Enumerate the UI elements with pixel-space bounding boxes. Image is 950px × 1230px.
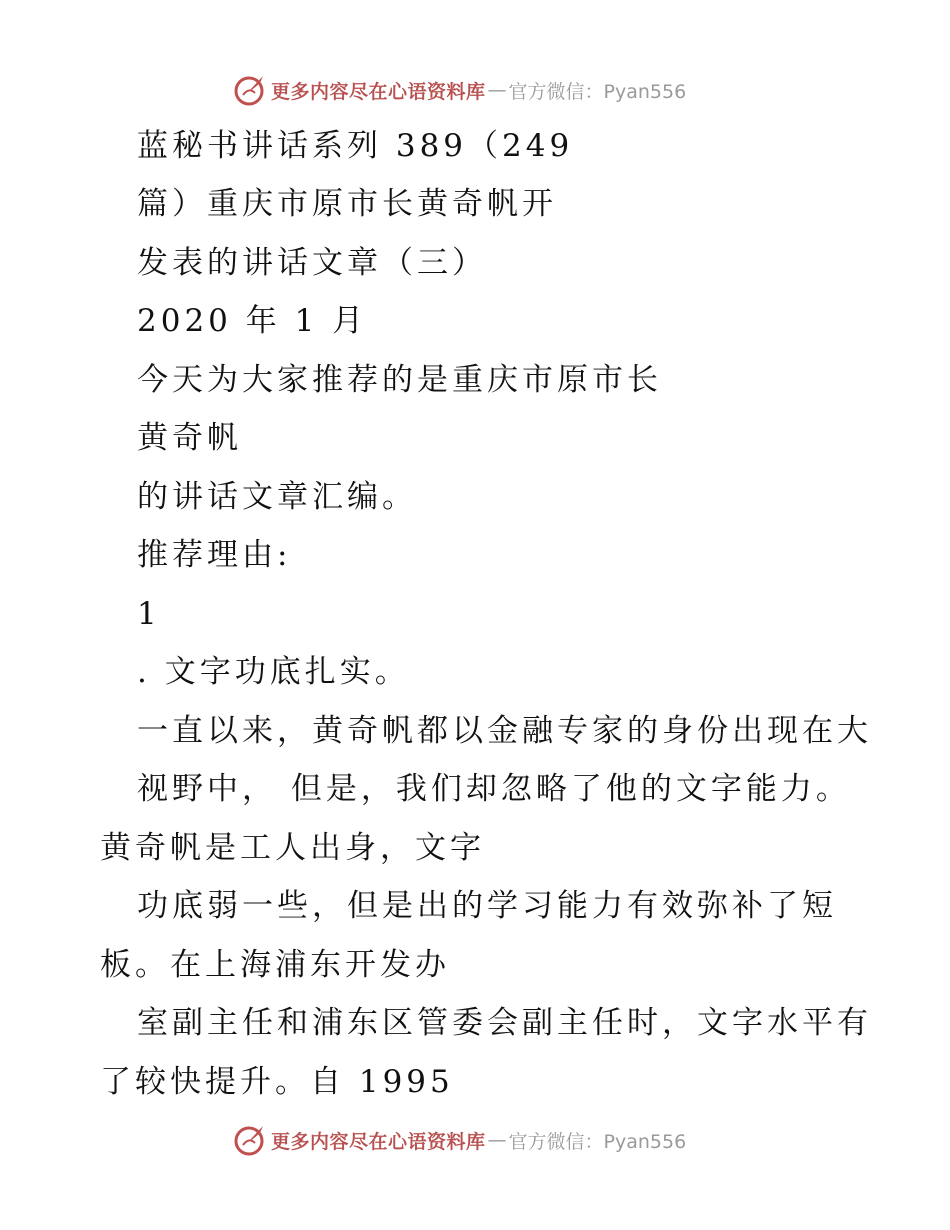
watermark-dash: — [487,1129,507,1151]
text-line-2: 篇）重庆市原市长黄奇帆开 [137,186,557,222]
text-line-13: 黄奇帆是工人出身，文字 [100,830,485,866]
text-line-4: 2020 年 1 月 [137,303,368,339]
footer-watermark [233,1122,686,1158]
text-line-15: 板。在上海浦东开发办 [100,947,450,983]
text-line-7: 的讲话文章汇编。 [137,479,417,515]
quill-logo-icon [233,1123,267,1157]
text-line-10: . 文字功底扎实。 [137,654,410,690]
text-line-9: 1 [137,596,161,632]
quill-logo-icon [233,73,267,107]
text-line-3: 发表的讲话文章（三） [137,245,487,281]
text-line-12: 视野中， 但是，我们却忽略了他的文字能力。 [137,771,851,807]
watermark-sub-text: 官方微信：Pyan556 [508,1130,687,1153]
text-line-1: 蓝秘书讲话系列 389（249 [137,128,574,164]
watermark-dash: — [487,79,507,101]
watermark-sub-text: 官方微信：Pyan556 [508,80,687,103]
text-line-5: 今天为大家推荐的是重庆市原市长 [137,362,662,398]
text-line-17: 了较快提升。自 1995 [100,1064,454,1100]
watermark-main-text: 更多内容尽在心语资料库 [271,1130,486,1153]
text-line-14: 功底弱一些，但是出的学习能力有效弥补了短 [137,888,837,924]
text-line-6: 黄奇帆 [137,420,242,456]
header-watermark [233,72,686,108]
text-line-16: 室副主任和浦东区管委会副主任时，文字水平有 [137,1005,872,1041]
watermark-main-text: 更多内容尽在心语资料库 [271,80,486,103]
text-line-8: 推荐理由: [137,537,292,573]
text-line-11: 一直以来，黄奇帆都以金融专家的身份出现在大 [137,713,872,749]
